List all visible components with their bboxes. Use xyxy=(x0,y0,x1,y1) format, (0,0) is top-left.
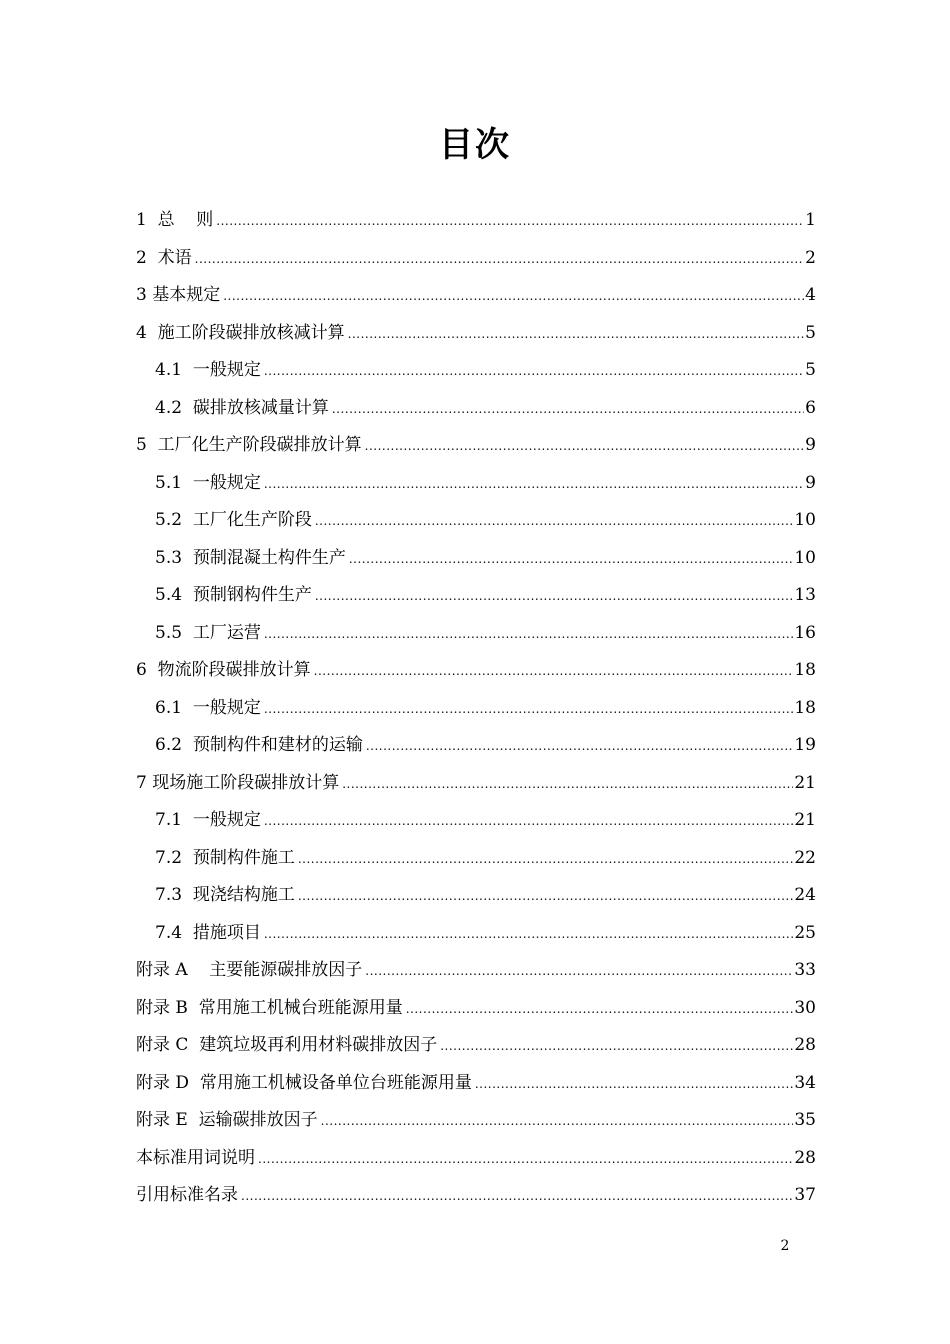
toc-entry[interactable] xyxy=(136,540,816,578)
toc-leader-dots xyxy=(365,428,805,466)
toc-leader-dots xyxy=(264,353,804,391)
page-title: 目次 xyxy=(439,125,511,165)
toc-entry-label: 7.2 预制构件施工 xyxy=(155,847,295,868)
toc-entry[interactable] xyxy=(136,877,816,915)
toc-leader-dots xyxy=(321,1103,794,1141)
toc-leader-dots xyxy=(406,991,794,1029)
toc-entry-page: 30 xyxy=(794,997,816,1018)
toc-entry-label: 附录 D 常用施工机械设备单位台班能源用量 xyxy=(136,1072,472,1093)
toc-entry-page: 16 xyxy=(794,622,816,643)
toc-entry-label: 1 总 则 xyxy=(136,210,214,230)
toc-leader-dots xyxy=(264,916,794,954)
toc-entry[interactable] xyxy=(136,352,816,390)
toc-entry-label: 7.3 现浇结构施工 xyxy=(155,885,295,905)
toc-entry-page: 1 xyxy=(805,210,816,230)
toc-entry-label: 附录 C 建筑垃圾再利用材料碳排放因子 xyxy=(136,1035,438,1055)
toc-entry-label: 7.4 措施项目 xyxy=(155,922,261,943)
toc-entry[interactable] xyxy=(136,390,816,428)
toc-leader-dots xyxy=(342,766,793,804)
toc-entry-page: 6 xyxy=(805,397,816,418)
toc-entry-label: 3 基本规定 xyxy=(136,285,221,305)
toc-entry[interactable] xyxy=(136,427,816,465)
toc-entry-label: 附录 A 主要能源碳排放因子 xyxy=(136,960,363,980)
toc-entry-label: 5.4 预制钢构件生产 xyxy=(155,585,312,605)
toc-entry[interactable] xyxy=(136,690,816,728)
toc-leader-dots xyxy=(223,278,804,316)
toc-entry[interactable] xyxy=(136,1177,816,1215)
toc-entry-page: 5 xyxy=(805,322,816,343)
toc-entry-page: 21 xyxy=(794,810,816,830)
toc-entry[interactable] xyxy=(136,577,816,615)
toc-entry-page: 33 xyxy=(794,960,816,980)
toc-entry-page: 2 xyxy=(805,247,816,268)
toc-entry[interactable] xyxy=(136,1140,816,1178)
toc-entry[interactable] xyxy=(136,1065,816,1103)
toc-entry-label: 4 施工阶段碳排放核减计算 xyxy=(136,322,345,343)
toc-leader-dots xyxy=(264,803,794,841)
toc-entry[interactable] xyxy=(136,765,816,803)
toc-leader-dots xyxy=(366,728,794,766)
toc-entry-label: 6.1 一般规定 xyxy=(155,697,261,718)
toc-entry-page: 28 xyxy=(794,1035,816,1055)
toc-entry-page: 10 xyxy=(794,510,816,530)
toc-entry-label: 4.2 碳排放核减量计算 xyxy=(155,397,329,418)
toc-entry-label: 7.1 一般规定 xyxy=(155,810,261,830)
toc-leader-dots xyxy=(314,653,794,691)
toc-entry-label: 本标准用词说明 xyxy=(136,1147,255,1168)
toc-entry-page: 22 xyxy=(794,847,816,868)
toc-leader-dots xyxy=(348,316,805,354)
toc-entry-label: 5 工厂化生产阶段碳排放计算 xyxy=(136,435,362,455)
toc-entry[interactable] xyxy=(136,315,816,353)
toc-entry-page: 4 xyxy=(805,285,816,305)
toc-leader-dots xyxy=(264,466,804,504)
toc-leader-dots xyxy=(195,241,805,279)
toc-entry-page: 10 xyxy=(794,547,816,568)
toc-entry-label: 引用标准名录 xyxy=(136,1185,238,1205)
toc-entry-page: 9 xyxy=(805,472,816,493)
toc-entry-page: 13 xyxy=(794,585,816,605)
toc-entry-page: 18 xyxy=(794,660,816,680)
toc-leader-dots xyxy=(298,841,794,879)
toc-leader-dots xyxy=(315,503,794,541)
toc-entry-page: 37 xyxy=(794,1185,816,1205)
toc-entry-label: 附录 B 常用施工机械台班能源用量 xyxy=(136,997,403,1018)
toc-entry-page: 5 xyxy=(805,360,816,380)
toc-entry-page: 9 xyxy=(805,435,816,455)
toc-entry-label: 5.5 工厂运营 xyxy=(155,622,261,643)
toc-leader-dots xyxy=(349,541,794,579)
toc-entry[interactable] xyxy=(136,915,816,953)
toc-leader-dots xyxy=(440,1028,793,1066)
toc-entry-label: 2 术语 xyxy=(136,247,192,268)
toc-entry-label: 4.1 一般规定 xyxy=(155,360,261,380)
toc-entry-label: 7 现场施工阶段碳排放计算 xyxy=(136,772,340,793)
toc-leader-dots xyxy=(258,1141,793,1179)
toc-entry[interactable] xyxy=(136,465,816,503)
toc-leader-dots xyxy=(475,1066,794,1104)
toc-entry-page: 21 xyxy=(794,772,816,793)
toc-entry[interactable] xyxy=(136,502,816,540)
toc-entry-page: 24 xyxy=(794,885,816,905)
toc-entry-label: 5.1 一般规定 xyxy=(155,472,261,493)
toc-entry[interactable] xyxy=(136,652,816,690)
toc-leader-dots xyxy=(298,878,794,916)
toc-entry-label: 5.2 工厂化生产阶段 xyxy=(155,510,312,530)
toc-entry-label: 5.3 预制混凝土构件生产 xyxy=(155,547,346,568)
toc-leader-dots xyxy=(216,203,804,241)
toc-entry[interactable] xyxy=(136,615,816,653)
toc-leader-dots xyxy=(264,616,794,654)
toc-entry-page: 25 xyxy=(794,922,816,943)
toc-entry-page: 35 xyxy=(794,1110,816,1130)
toc-entry[interactable] xyxy=(136,840,816,878)
toc-entry[interactable] xyxy=(136,1102,816,1140)
toc-entry[interactable] xyxy=(136,277,816,315)
toc-entry-label: 6.2 预制构件和建材的运输 xyxy=(155,735,363,755)
toc-entry[interactable] xyxy=(136,727,816,765)
toc-entry-label: 6 物流阶段碳排放计算 xyxy=(136,660,311,680)
toc-entry-page: 28 xyxy=(794,1147,816,1168)
toc-entry[interactable] xyxy=(136,1027,816,1065)
toc-entry-page: 34 xyxy=(794,1072,816,1093)
toc-entry[interactable] xyxy=(136,802,816,840)
toc-entry[interactable] xyxy=(136,990,816,1028)
toc-entry[interactable] xyxy=(136,202,816,240)
toc-leader-dots xyxy=(332,391,804,429)
toc-entry[interactable] xyxy=(136,952,816,990)
toc-leader-dots xyxy=(365,953,793,991)
toc-entry-page: 18 xyxy=(794,697,816,718)
toc-leader-dots xyxy=(315,578,794,616)
toc-entry-page: 19 xyxy=(794,735,816,755)
table-of-contents xyxy=(136,202,816,1215)
toc-entry-label: 附录 E 运输碳排放因子 xyxy=(136,1110,318,1130)
page-number: 2 xyxy=(780,1238,790,1254)
toc-leader-dots xyxy=(264,691,794,729)
toc-leader-dots xyxy=(241,1178,793,1216)
toc-entry[interactable] xyxy=(136,240,816,278)
